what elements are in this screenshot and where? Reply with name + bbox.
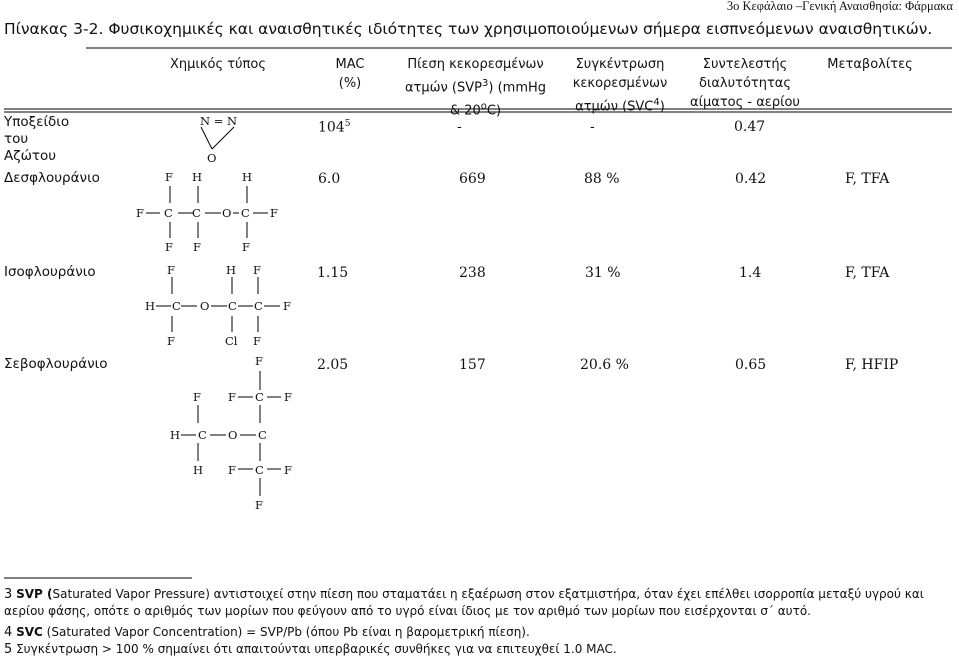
desflurane-atom: C — [241, 206, 250, 220]
footnote-5: 5 Συγκέντρωση > 100 % σημαίνει ότι απαιτούνται υπερβαρικές συνθήκες για να επιτευχθεί 1.0 MAC. — [4, 642, 617, 657]
table-caption: Πίνακας 3-2. Φυσικοχημικές και αναισθητικές ιδιότητες των χρησιμοποιούμενων σήμερα εισπνεόμενων αναισθητικών. — [4, 20, 933, 38]
isoflurane-atom: F — [167, 263, 175, 277]
row-label-desflurane: Δεσφλουράνιο — [4, 170, 100, 186]
sevoflurane-atom: C — [255, 463, 264, 477]
sevoflurane-atom: C — [258, 428, 267, 442]
desflurane-svc: 88 % — [584, 171, 620, 187]
sevoflurane-atom: C — [255, 390, 264, 404]
sevoflurane-atom: H — [193, 463, 204, 477]
isoflurane-atom: O — [200, 299, 210, 313]
isoflurane-atom: F — [167, 334, 175, 348]
desflurane-atom: O — [222, 206, 232, 220]
n2o-svc: - — [590, 119, 595, 135]
sevoflurane-atom: F — [284, 390, 292, 404]
isoflurane-mac: 1.15 — [317, 265, 349, 281]
row-label-n2o: Υποξείδιο του Αζώτου — [4, 114, 70, 164]
isoflurane-atom: H — [145, 299, 156, 313]
desflurane-mac: 6.0 — [318, 171, 341, 187]
n2o-mac: $104^5$ — [318, 119, 351, 136]
sevoflurane-atom: H — [170, 428, 181, 442]
isoflurane-metab: F, TFA — [845, 265, 890, 281]
isoflurane-atom: H — [226, 263, 237, 277]
desflurane-atom: F — [242, 240, 250, 254]
row-label-sevoflurane: Σεβοφλουράνιο — [4, 356, 108, 372]
isoflurane-atom: C — [228, 299, 237, 313]
isoflurane-coef: 1.4 — [739, 265, 762, 281]
sevoflurane-atom: F — [255, 498, 263, 512]
isoflurane-atom: F — [283, 299, 291, 313]
col-header-coef: Συντελεστής διαλυτότητας αίματος - αερίου — [690, 57, 800, 110]
desflurane-atom: F — [165, 170, 173, 184]
col-header-mac: MAC (%) — [335, 57, 365, 91]
desflurane-atom: F — [136, 206, 144, 220]
col-header-metab: Μεταβολίτες — [827, 57, 913, 72]
desflurane-coef: 0.42 — [735, 171, 767, 187]
isoflurane-atom: Cl — [225, 334, 238, 348]
sevoflurane-svp: 157 — [459, 357, 486, 373]
col-header-svp: Πίεση κεκορεσμένων ατμών (SVP$^3$) (mmHg & 20$^o$C) — [404, 57, 547, 119]
sevoflurane-mac: 2.05 — [317, 357, 349, 373]
sevoflurane-atom: F — [284, 463, 292, 477]
n2o-coef: 0.47 — [734, 119, 766, 135]
sevoflurane-atom: O — [228, 428, 238, 442]
n2o-formula-top: N = N — [200, 114, 238, 128]
sevoflurane-atom: F — [228, 463, 236, 477]
desflurane-atom: C — [164, 206, 173, 220]
desflurane-atom: F — [165, 240, 173, 254]
sevoflurane-metab: F, HFIP — [845, 357, 899, 373]
desflurane-atom: H — [242, 170, 253, 184]
desflurane-metab: F, TFA — [845, 171, 890, 187]
isoflurane-atom: F — [253, 263, 261, 277]
isoflurane-svp: 238 — [459, 265, 486, 281]
chapter-header: 3ο Κεφάλαιο –Γενική Αναισθησία: Φάρμακα — [726, 0, 953, 13]
sevoflurane-atom: F — [255, 354, 263, 368]
isoflurane-atom: F — [253, 334, 261, 348]
desflurane-atom: C — [192, 206, 201, 220]
footnote-3: 3 SVP (Saturated Vapor Pressure) αντιστοιχεί στην πίεση που σταματάει η εξαέρωση στον εξατμιστήρα, όταν έχει επέλθει ισορροπία μεταξύ υγρού και αερίου φάσης, οπότε ο αριθμός των μορίων που φεύγουν από το υγρό είναι ίδιος με τον αριθμό των μορίων που εισέρχονται σ΄ αυτό. — [4, 587, 924, 618]
sevoflurane-atom: F — [193, 390, 201, 404]
n2o-formula-bottom: O — [207, 151, 217, 165]
footnote-4: 4 SVC (Saturated Vapor Concentration) = SVP/Pb (όπου Pb είναι η βαρομετρική πίεση). — [4, 625, 530, 640]
row-label-isoflurane: Ισοφλουράνιο — [4, 264, 96, 280]
sevoflurane-svc: 20.6 % — [580, 357, 629, 373]
n2o-svp: - — [457, 119, 462, 135]
sevoflurane-coef: 0.65 — [735, 357, 767, 373]
desflurane-atom: F — [270, 206, 278, 220]
col-header-svc: Συγκέντρωση κεκορεσμένων ατμών (SVC$^4$) — [572, 57, 668, 115]
isoflurane-atom: C — [172, 299, 181, 313]
isoflurane-atom: C — [254, 299, 263, 313]
desflurane-atom: F — [193, 240, 201, 254]
desflurane-svp: 669 — [459, 171, 486, 187]
desflurane-atom: H — [192, 170, 203, 184]
isoflurane-svc: 31 % — [585, 265, 621, 281]
col-header-chem: Χημικός τύπος — [170, 57, 266, 72]
sevoflurane-atom: C — [198, 428, 207, 442]
sevoflurane-atom: F — [228, 390, 236, 404]
